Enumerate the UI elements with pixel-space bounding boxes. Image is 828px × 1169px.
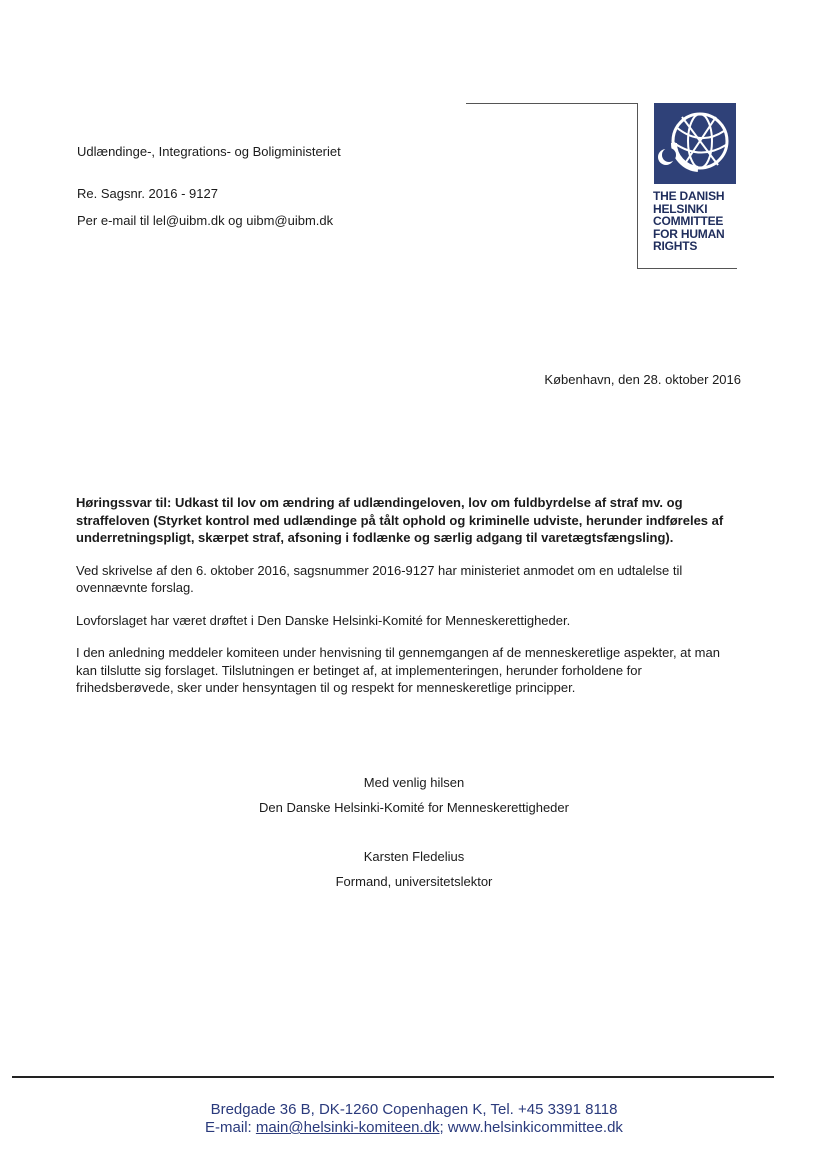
globe-emblem-graphic — [654, 103, 736, 184]
logo-frame-bottom-rule — [637, 268, 737, 269]
footer-divider — [12, 1076, 774, 1078]
closing-organization: Den Danske Helsinki-Komité for Menneskerettigheder — [259, 800, 569, 815]
letter-subject: Høringssvar til: Udkast til lov om ændring af udlændingeloven, lov om fuldbyrdelse af straf mv. og straffeloven (Styrket kontrol med udlændinge på tålt ophold og kriminelle udviste, herunder indføreles af underretningspligt, skærpet straf, afsoning i fodlænke og særlig adgang til varetægtsfængsling). — [76, 495, 724, 545]
footer-email-link[interactable]: main@helsinki-komiteen.dk — [255, 1119, 440, 1136]
email-recipients: Per e-mail til lel@uibm.dk og uibm@uibm.dk — [77, 213, 334, 228]
body-paragraph-2: Lovforslaget har været drøftet i Den Danske Helsinki-Komité for Menneskerettigheder. — [76, 612, 571, 628]
logo-line-1: THE DANISH — [653, 189, 725, 203]
footer-address: Bredgade 36 B, DK-1260 Copenhagen K, Tel. +45 3391 8118 — [210, 1101, 618, 1118]
body-paragraph-3: I den anledning meddeler komiteen under henvisning til gennemgangen af de menneskeretlige aspekter, at man kan tilslutte sig forslaget. Tilslutningen er betinget af, at implementeringen, herunder forholdene for frihedsberøvede, sker under hensyntagen til og respekt for menneskeretlige principper. — [76, 645, 720, 695]
footer-contact — [0, 1119, 828, 1137]
globe-emblem-icon — [654, 103, 736, 184]
case-reference: Re. Sagsnr. 2016 - 9127 — [77, 186, 218, 201]
logo-frame-left-rule — [637, 103, 638, 269]
logo-wordmark — [653, 190, 725, 253]
recipient-block — [77, 144, 341, 229]
letter-body — [76, 494, 736, 712]
logo-line-5: RIGHTS — [653, 239, 698, 253]
logo-line-3: COMMITTEE — [653, 214, 724, 228]
recipient-ministry: Udlændinge-, Integrations- og Boligministeriet — [77, 144, 341, 159]
closing-greeting: Med venlig hilsen — [363, 775, 465, 790]
footer-website-link[interactable]: www.helsinkicommittee.dk — [447, 1119, 623, 1136]
logo-frame-top-rule — [466, 103, 638, 104]
footer-email-label: E-mail: — [205, 1119, 256, 1136]
footer-separator: ; — [439, 1119, 448, 1136]
logo-line-4: FOR HUMAN — [653, 226, 725, 241]
letter-date: København, den 28. oktober 2016 — [544, 372, 741, 387]
signer-name: Karsten Fledelius — [363, 849, 465, 864]
logo-line-2: HELSINKI — [653, 201, 708, 216]
body-paragraph-1: Ved skrivelse af den 6. oktober 2016, sagsnummer 2016-9127 har ministeriet anmodet om en udtalelse til ovennævnte forslag. — [76, 562, 683, 595]
signer-title: Formand, universitetslektor — [335, 874, 493, 889]
